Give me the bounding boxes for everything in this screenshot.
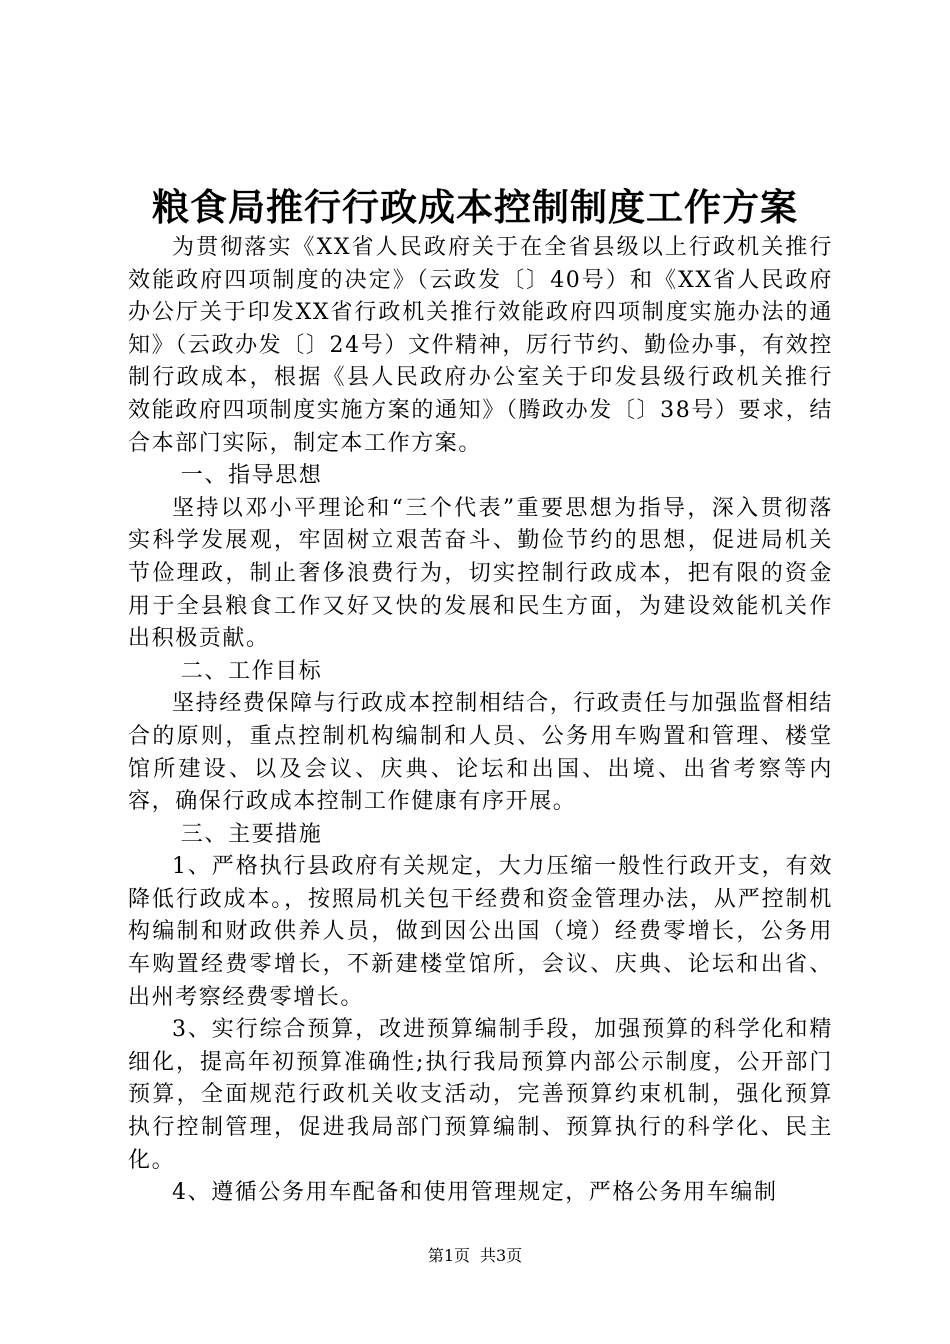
section-heading-guiding-ideology: 一、指导思想 xyxy=(180,463,323,489)
measure-3-paragraph: 3、实行综合预算，改进预算编制手段，加强预算的科学化和精细化，提高年初预算准确性;执行我局预算内部公示制度，公开部门预算，全面规范行政机关收支活动，完善预算约束机制，强化预算执行控制管理，促进我局部门预算编制、预算执行的科学化、民主化。 xyxy=(128,1017,833,1173)
intro-paragraph: 为贯彻落实《XX省人民政府关于在全省县级以上行政机关推行效能政府四项制度的决定》（云政发〔〕40号）和《XX省人民政府办公厅关于印发XX省行政机关推行效能政府四项制度实施办法的通知》（云政办发〔〕24号）文件精神，厉行节约、勤俭办事，有效控制行政成本，根据《县人民政府办公室关于印发县级行政机关推行效能政府四项制度实施方案的通知》（腾政办发〔〕38号）要求，结合本部门实际，制定本工作方案。 xyxy=(128,235,833,456)
page-number: 第1页 xyxy=(427,1246,470,1265)
document-title: 粮食局推行行政成本控制制度工作方案 xyxy=(152,185,798,229)
measure-4-paragraph: 4、遵循公务用车配备和使用管理规定，严格公务用车编制 xyxy=(172,1180,778,1206)
work-goals-paragraph: 坚持经费保障与行政成本控制相结合，行政责任与加强监督相结合的原则，重点控制机构编制和人员、公务用车购置和管理、楼堂馆所建设、以及会议、庆典、论坛和出国、出境、出省考察等内容，确保行政成本控制工作健康有序开展。 xyxy=(128,691,833,815)
page-total: 共3页 xyxy=(480,1246,523,1265)
measure-1-paragraph: 1、严格执行县政府有关规定，大力压缩一般性行政开支，有效降低行政成本。，按照局机关包干经费和资金管理办法，从严控制机构编制和财政供养人员，做到因公出国（境）经费零增长，公务用车购置经费零增长，不新建楼堂馆所，会议、庆典、论坛和出省、出州考察经费零增长。 xyxy=(128,854,833,1010)
section-heading-main-measures: 三、主要措施 xyxy=(180,821,323,847)
document-body xyxy=(128,232,833,1210)
page-footer xyxy=(0,1244,950,1268)
guiding-ideology-paragraph: 坚持以邓小平理论和“三个代表”重要思想为指导，深入贯彻落实科学发展观，牢固树立艰苦奋斗、勤俭节约的思想，促进局机关节俭理政，制止奢侈浪费行为，切实控制行政成本，把有限的资金用于全县粮食工作又好又快的发展和民生方面，为建设效能机关作出积极贡献。 xyxy=(128,495,833,652)
section-heading-work-goals: 二、工作目标 xyxy=(180,658,323,684)
